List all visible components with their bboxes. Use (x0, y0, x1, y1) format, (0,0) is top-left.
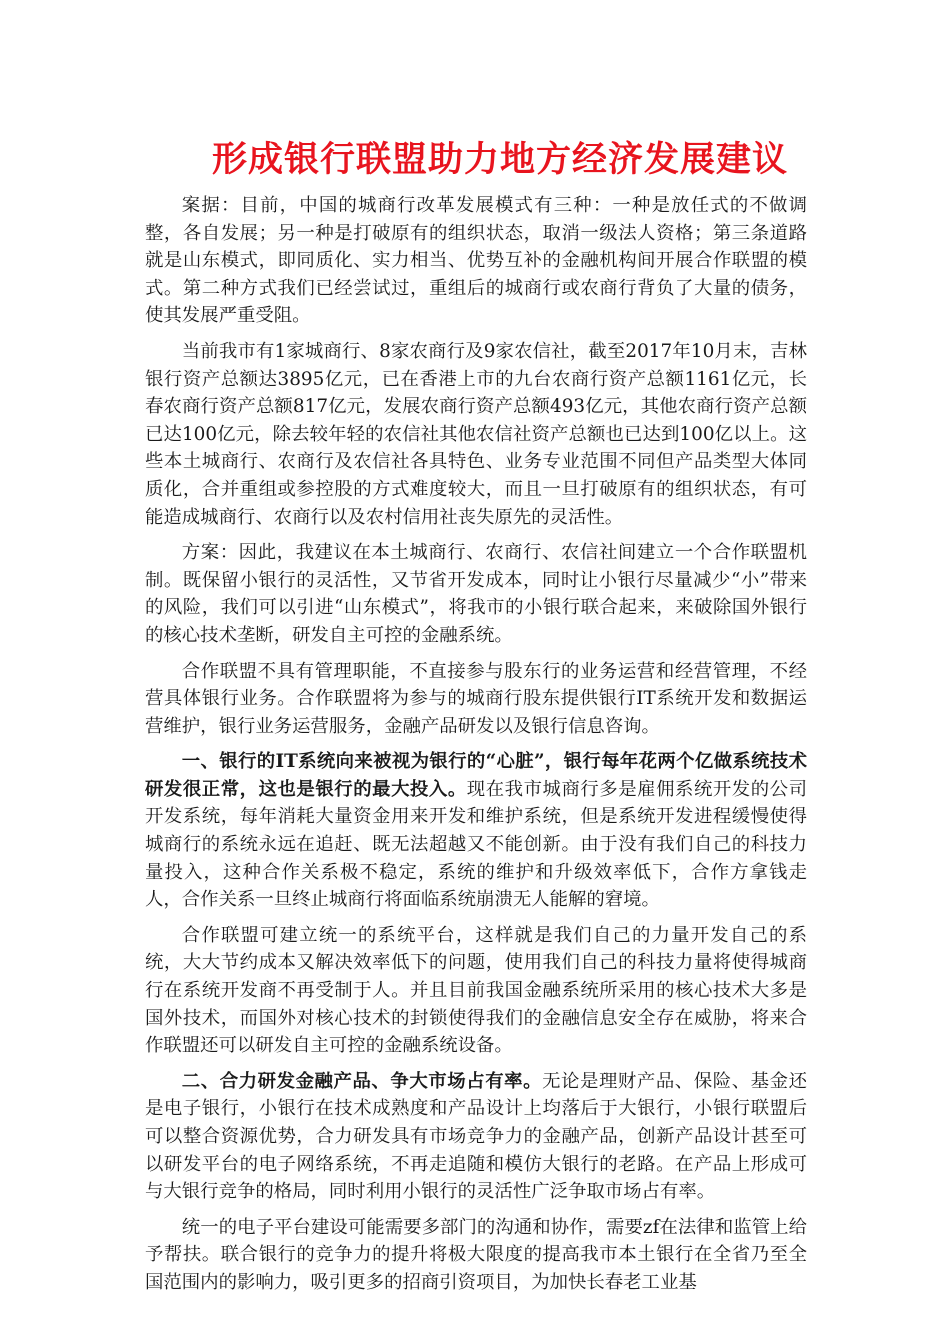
paragraph-proposal (145, 539, 807, 649)
document-body (145, 192, 807, 1305)
paragraph-point-two (145, 1068, 807, 1206)
paragraph-text: 方案：因此，我建议在本土城商行、农商行、农信社间建立一个合作联盟机制。既保留小银行的灵活性，又节省开发成本，同时让小银行尽量减少“小”带来的风险，我们可以引进“山东模式”，将我市的小银行联合起来，来破除国外银行的核心技术垄断，研发自主可控的金融系统。 (145, 542, 807, 646)
paragraph-unified-platform (145, 922, 807, 1060)
paragraph-text: 案据：目前，中国的城商行改革发展模式有三种：一种是放任式的不做调整，各自发展；另一种是打破原有的组织状态，取消一级法人资格；第三条道路就是山东模式，即同质化、实力相当、优势互补的金融机构间开展合作联盟的模式。第二种方式我们已经尝试过，重组后的城商行或农商行背负了大量的债务，使其发展严重受阻。 (145, 195, 807, 327)
paragraph-text: 合作联盟可建立统一的系统平台，这样就是我们自己的力量开发自己的系统，大大节约成本又解决效率低下的问题，使用我们自己的科技力量将使得城商行在系统开发商不再受制于人。并且目前我国金融系统所采用的核心技术大多是国外技术，而国外对核心技术的封锁使得我们的金融信息安全存在威胁，将来合作联盟还可以研发自主可控的金融系统设备。 (145, 924, 807, 1057)
paragraph-background (145, 192, 807, 330)
document-title: 形成银行联盟助力地方经济发展建议 (211, 139, 788, 180)
paragraph-point-one (145, 748, 807, 914)
paragraph-alliance-role (145, 658, 807, 741)
paragraph-lead-heading: 一、银行的IT系统向来被视为银行的“心脏”，银行每年花两个亿做系统技术研发很正常，这也是银行的最大投入。 (145, 751, 807, 800)
paragraph-current-situation (145, 338, 807, 531)
paragraph-text: 现在我市城商行多是雇佣系统开发的公司开发系统，每年消耗大量资金用来开发和维护系统，但是系统开发进程缓慢使得城商行的系统永远在追赶、既无法超越又不能创新。由于没有我们自己的科技力量投入，这种合作关系极不稳定，系统的维护和升级效率低下，合作方拿钱走人，合作关系一旦终止城商行将面临系统崩溃无人能解的窘境。 (145, 778, 807, 911)
paragraph-text: 统一的电子平台建设可能需要多部门的沟通和协作，需要zf在法律和监管上给予帮扶。联合银行的竞争力的提升将极大限度的提高我市本土银行在全省乃至全国范围内的影响力，吸引更多的招商引资项目，为加快长春老工业基 (145, 1216, 807, 1293)
paragraph-lead-heading: 二、合力研发金融产品、争大市场占有率。 (181, 1070, 543, 1092)
paragraph-text: 无论是理财产品、保险、基金还是电子银行，小银行在技术成熟度和产品设计上均落后于大银行，小银行联盟后可以整合资源优势，合力研发具有市场竞争力的金融产品，创新产品设计甚至可以研发平台的电子网络系统，不再走追随和模仿大银行的老路。在产品上形成可与大银行竞争的格局，同时利用小银行的灵活性广泛争取市场占有率。 (145, 1070, 807, 1203)
paragraph-text: 合作联盟不具有管理职能，不直接参与股东行的业务运营和经营管理，不经营具体银行业务。合作联盟将为参与的城商行股东提供银行IT系统开发和数据运营维护，银行业务运营服务，金融产品研发以及银行信息咨询。 (145, 660, 807, 737)
paragraph-electronic-platform (145, 1214, 807, 1297)
paragraph-text: 当前我市有1家城商行、8家农商行及9家农信社，截至2017年10月末，吉林银行资产总额达3895亿元，已在香港上市的九台农商行资产总额1161亿元，长春农商行资产总额817亿元，发展农商行资产总额493亿元，其他农商行资产总额已达100亿元，除去较年轻的农信社其他农信社资产总额也已达到100亿以上。这些本土城商行、农商行及农信社各具特色、业务专业范围不同但产品类型大体同质化，合并重组或参控股的方式难度较大，而且一旦打破原有的组织状态，有可能造成城商行、农商行以及农村信用社丧失原先的灵活性。 (145, 340, 807, 528)
